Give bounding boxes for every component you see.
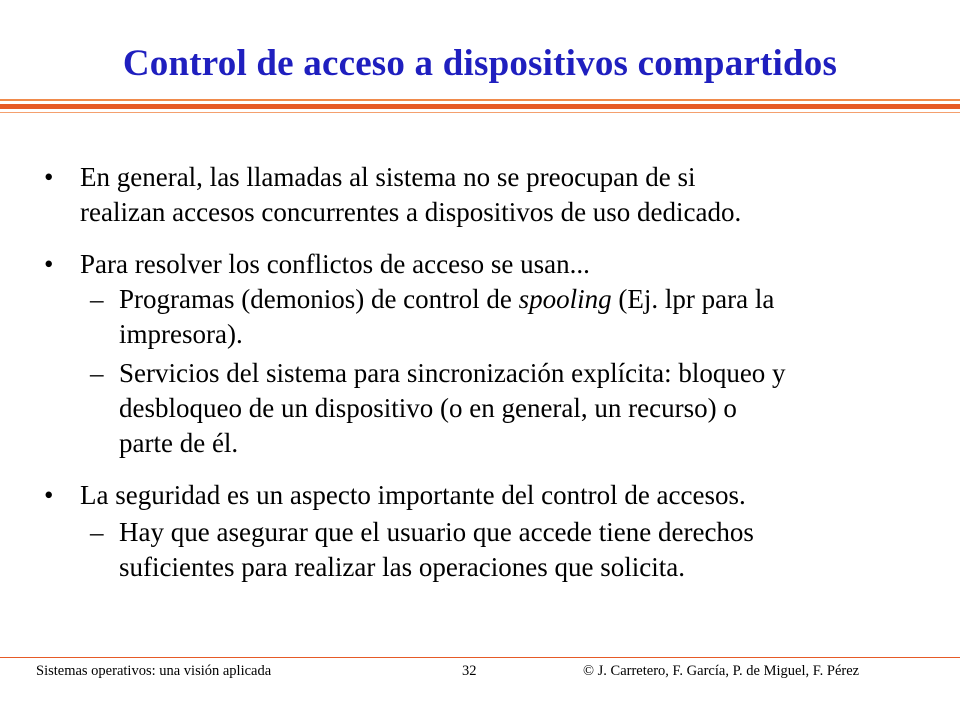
bullet-marker: • <box>44 249 54 279</box>
footer-book-title: Sistemas operativos: una visión aplicada <box>36 663 272 679</box>
subitem-3-1-line-1: Hay que asegurar que el usuario que accede tiene derechos <box>119 517 754 547</box>
subitem-2-2-line-1: Servicios del sistema para sincronización explícita: bloqueo y <box>119 358 786 388</box>
title-rule-line-2 <box>0 104 960 109</box>
bullet-1-line-2: realizan accesos concurrentes a dispositivos de uso dedicado. <box>80 197 742 227</box>
slide-title: Control de acceso a dispositivos compartidos <box>122 43 838 84</box>
subitem-2-1-line-1 <box>119 282 939 317</box>
dash-marker: – <box>90 517 104 547</box>
subitem-2-1-text-before: Programas (demonios) de control de <box>119 284 519 314</box>
bullet-3-line-1: La seguridad es un aspecto importante del control de accesos. <box>80 480 746 510</box>
footer-authors: © J. Carretero, F. García, P. de Miguel, F. Pérez <box>583 663 860 679</box>
footer-rule <box>0 657 960 658</box>
subitem-3-1-line-2: suficientes para realizar las operaciones que solicita. <box>119 552 685 582</box>
footer-page-number: 32 <box>462 663 477 679</box>
title-rule-line-1 <box>0 99 960 101</box>
bullet-marker: • <box>44 162 54 192</box>
subitem-2-2-line-2: desbloqueo de un dispositivo (o en general, un recurso) o <box>119 393 737 423</box>
bullet-marker: • <box>44 480 54 510</box>
dash-marker: – <box>90 358 104 388</box>
dash-marker: – <box>90 284 104 314</box>
subitem-2-1-italic-term: spooling <box>518 284 612 314</box>
subitem-2-1-line-2: impresora). <box>119 319 243 349</box>
bullet-1-line-1: En general, las llamadas al sistema no se preocupan de si <box>80 162 696 192</box>
subitem-2-2-line-3: parte de él. <box>119 428 239 458</box>
subitem-2-1-text-after: (Ej. lpr para la <box>611 284 775 314</box>
bullet-2-line-1: Para resolver los conflictos de acceso se usan... <box>80 249 590 279</box>
title-rule-line-3 <box>0 112 960 113</box>
